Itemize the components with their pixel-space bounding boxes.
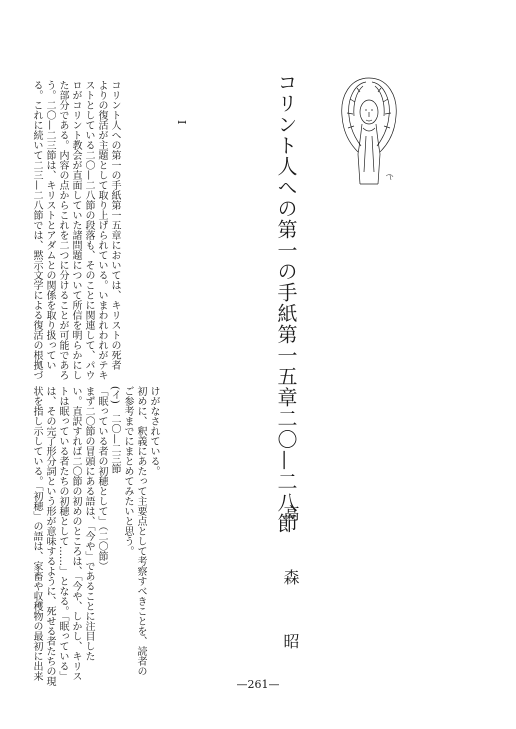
page-number: —261— [236, 678, 280, 691]
body-text-lower [30, 386, 160, 686]
subsection-heading: (イ) 二〇—二三節 [109, 386, 120, 474]
text-line: 「眠っている者の初穂として」（二〇節） [96, 386, 107, 571]
section-marker: I [175, 120, 188, 125]
author-name: 高 森 昭 [281, 505, 300, 665]
text-line: ストとしている二〇—二八節の段落も、そのことに関連して、パウ [83, 80, 94, 380]
article-title: コリント人への第一の手紙第一五章二〇—二八節 [274, 72, 298, 534]
text-line: ロがコリント教会が直面していた諸問題について所信を明らかにし [70, 80, 81, 380]
text-line: る。これに続いて二三—二八節では、黙示文学による復活の根拠づ [31, 80, 42, 380]
text-line: トは眠っている者たちの初穂として……」となる。「眠っている」 [57, 386, 68, 681]
text-line: た部分である。内容の点からこれを二つに分けることが可能であろ [57, 80, 68, 380]
text-line: ご参考までにまとめてみたいと思う。 [122, 386, 133, 556]
text-line: 初めに、釈義にあたって主要点として考察すべきことを、読者の [135, 386, 146, 676]
text-line: よりの復活が主題として取り上げられている。いまわれわれがテキ [96, 80, 107, 380]
christ-portrait-sketch-icon [330, 72, 408, 187]
text-line: い。直訳すれば二〇節の初めのところは、「今や、しかし、キリス [70, 386, 81, 681]
text-line: 状を指し示している。「初穂」の語は、家畜や収穫物の最初に出来 [31, 386, 42, 681]
text-line: まず二〇節の冒頭にある語は、「今や」であることに注目した [83, 386, 94, 661]
text-line: う。二〇—二三節は、キリストとアダムとの関係を取り扱ってい [44, 80, 55, 370]
text-line: は、その完了形分詞という形が意味するように、死せる者たちの現 [44, 386, 55, 686]
text-line: けがなされている。 [148, 386, 159, 476]
text-line: コリント人への第一の手紙第一五章においては、キリストの死者 [109, 80, 120, 370]
body-text-upper [30, 80, 121, 380]
